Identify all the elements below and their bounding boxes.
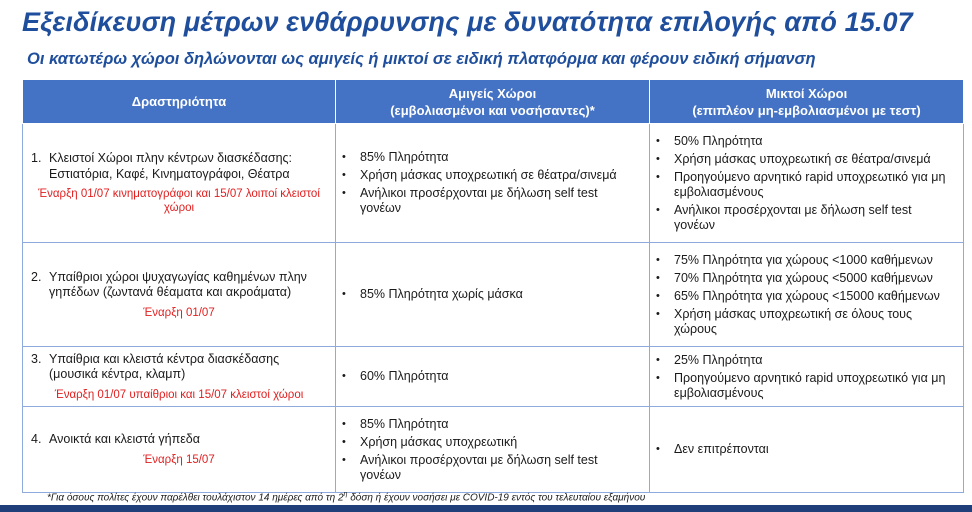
activity-cell bbox=[23, 347, 336, 407]
bullet-icon: • bbox=[656, 289, 660, 302]
start-date-note: Έναρξη 15/07 bbox=[143, 453, 215, 466]
header-mixed-subtitle: (επιπλέον μη-εμβολιασμένοι με τεστ) bbox=[692, 102, 921, 118]
list-item bbox=[342, 287, 641, 302]
list-item bbox=[656, 289, 955, 304]
bullet-icon: • bbox=[656, 307, 660, 320]
list-item-text: 85% Πληρότητα bbox=[360, 150, 449, 164]
list-item-text: 70% Πληρότητα για χώρους <5000 καθήμενων bbox=[674, 270, 933, 285]
list-item bbox=[656, 442, 955, 457]
list-item-text: 75% Πληρότητα για χώρους <1000 καθήμενων bbox=[674, 252, 933, 267]
bullet-icon: • bbox=[656, 152, 660, 165]
list-item-text: Δεν επιτρέπονται bbox=[674, 442, 769, 456]
list-item-text: Χρήση μάσκας υποχρεωτική bbox=[360, 434, 518, 449]
list-item bbox=[342, 453, 641, 483]
activity-number: 2. bbox=[31, 269, 42, 284]
activity-number: 1. bbox=[31, 151, 42, 165]
list-item bbox=[656, 253, 955, 268]
header-pure-title: Αμιγείς Χώροι bbox=[448, 85, 537, 101]
bottom-bar bbox=[0, 505, 972, 512]
table-row bbox=[23, 243, 964, 347]
mixed-spaces-cell bbox=[650, 243, 964, 347]
list-item-text: Ανήλικοι προσέρχονται με δήλωση self test γονέων bbox=[360, 186, 598, 215]
bullet-list bbox=[342, 287, 641, 302]
activity-line bbox=[31, 432, 327, 448]
list-item bbox=[342, 186, 641, 216]
bullet-list bbox=[342, 150, 641, 216]
bullet-icon: • bbox=[656, 271, 660, 284]
bullet-icon: • bbox=[656, 253, 660, 266]
list-item-text: 60% Πληρότητα bbox=[360, 369, 449, 383]
table-row bbox=[23, 124, 964, 243]
bullet-list bbox=[656, 134, 955, 233]
bullet-icon: • bbox=[656, 170, 660, 183]
list-item-text: 65% Πληρότητα για χώρους <15000 καθήμενων bbox=[674, 288, 940, 303]
list-item-text: 85% Πληρότητα χωρίς μάσκα bbox=[360, 287, 523, 301]
list-item bbox=[656, 134, 955, 149]
table-row bbox=[23, 347, 964, 407]
header-mixed-title: Μικτοί Χώροι bbox=[765, 85, 848, 101]
bullet-icon: • bbox=[656, 134, 660, 147]
footnote: *Για όσους πολίτες έχουν παρέλθει τουλάχιστον 14 ημέρες από τη $2^\eta$ δόση ή έχουν νοσήσει με COVID-19 εντός του τελευταίου εξαμήνου bbox=[47, 491, 646, 504]
table-header-row bbox=[23, 80, 964, 124]
list-item-text: Προηγούμενο αρνητικό rapid υποχρεωτικό για μη εμβολιασμένους bbox=[674, 169, 946, 199]
bullet-icon: • bbox=[656, 443, 660, 455]
mixed-spaces-cell bbox=[650, 124, 964, 243]
measures-table bbox=[22, 79, 964, 493]
activity-label: Υπαίθρια και κλειστά κέντρα διασκέδασης (μουσικά κέντρα, κλαμπ) bbox=[49, 351, 280, 381]
list-item-text: 85% Πληρότητα bbox=[360, 416, 449, 431]
activity-label: Κλειστοί Χώροι πλην κέντρων διασκέδασης: Εστιατόρια, Καφέ, Κινηματογράφοι, Θέατρα bbox=[49, 151, 293, 181]
header-activity: Δραστηριότητα bbox=[23, 80, 336, 124]
bullet-list bbox=[342, 417, 641, 483]
activity-label: Υπαίθριοι χώροι ψυχαγωγίας καθημένων πλην γηπέδων (ζωντανά θέαματα και ακροάματα) bbox=[49, 269, 307, 299]
table-row bbox=[23, 407, 964, 493]
activity-cell bbox=[23, 407, 336, 493]
activity-number: 3. bbox=[31, 351, 42, 366]
page-subtitle: Οι κατωτέρω χώροι δηλώνονται ως αμιγείς ή μικτοί σε ειδική πλατφόρμα και φέρουν ειδική σήμανση bbox=[27, 50, 816, 68]
activity-line bbox=[31, 151, 327, 182]
activity-label: Ανοικτά και κλειστά γήπεδα bbox=[49, 432, 200, 447]
list-item bbox=[342, 168, 641, 183]
bullet-icon: • bbox=[656, 203, 660, 216]
bullet-icon: • bbox=[342, 169, 346, 181]
bullet-list bbox=[656, 353, 955, 401]
bullet-icon: • bbox=[342, 151, 346, 163]
header-pure-subtitle: (εμβολιασμένοι και νοσήσαντες)* bbox=[390, 102, 595, 118]
list-item bbox=[342, 150, 641, 165]
list-item bbox=[656, 371, 955, 401]
bullet-list bbox=[342, 369, 641, 384]
activity-line bbox=[31, 352, 327, 383]
list-item bbox=[656, 271, 955, 286]
bullet-icon: • bbox=[342, 288, 346, 300]
page-title: Εξειδίκευση μέτρων ενθάρρυνσης με δυνατότητα επιλογής από 15.07 bbox=[22, 7, 913, 37]
activity-number: 4. bbox=[31, 432, 42, 447]
list-item bbox=[656, 203, 955, 233]
list-item-text: Προηγούμενο αρνητικό rapid υποχρεωτικό για μη εμβολιασμένους bbox=[674, 370, 946, 400]
header-pure-spaces bbox=[336, 80, 650, 124]
pure-spaces-cell bbox=[336, 124, 650, 243]
pure-spaces-cell bbox=[336, 407, 650, 493]
list-item bbox=[342, 435, 641, 450]
activity-cell bbox=[23, 124, 336, 243]
bullet-icon: • bbox=[342, 453, 346, 466]
list-item bbox=[342, 369, 641, 384]
list-item-text: 50% Πληρότητα bbox=[674, 133, 763, 148]
activity-cell bbox=[23, 243, 336, 347]
list-item bbox=[656, 152, 955, 167]
bullet-icon: • bbox=[342, 187, 346, 199]
start-date-note: Έναρξη 01/07 υπαίθριοι και 15/07 κλειστοί χώροι bbox=[54, 388, 304, 401]
list-item-text: Χρήση μάσκας υποχρεωτική σε όλους τους χώρους bbox=[674, 306, 913, 336]
list-item bbox=[656, 307, 955, 337]
start-date-note: Έναρξη 01/07 κινηματογράφοι και 15/07 λοιποί κλειστοί χώροι bbox=[38, 188, 320, 214]
bullet-icon: • bbox=[342, 370, 346, 382]
bullet-icon: • bbox=[656, 353, 660, 366]
header-mixed-spaces bbox=[650, 80, 964, 124]
bullet-icon: • bbox=[342, 435, 346, 448]
list-item bbox=[656, 170, 955, 200]
mixed-spaces-cell bbox=[650, 347, 964, 407]
list-item-text: 25% Πληρότητα bbox=[674, 352, 763, 367]
pure-spaces-cell bbox=[336, 347, 650, 407]
pure-spaces-cell bbox=[336, 243, 650, 347]
bullet-list bbox=[656, 442, 955, 457]
list-item-text: Ανήλικοι προσέρχονται με δήλωση self test γονέων bbox=[674, 202, 912, 232]
list-item-text: Χρήση μάσκας υποχρεωτική σε θέατρα/σινεμά bbox=[674, 151, 931, 166]
activity-line bbox=[31, 270, 327, 301]
mixed-spaces-cell bbox=[650, 407, 964, 493]
list-item bbox=[342, 417, 641, 432]
bullet-icon: • bbox=[656, 371, 660, 384]
bullet-list bbox=[656, 253, 955, 337]
start-date-note: Έναρξη 01/07 bbox=[143, 306, 215, 319]
list-item-text: Ανήλικοι προσέρχονται με δήλωση self test γονέων bbox=[360, 452, 598, 482]
bullet-icon: • bbox=[342, 417, 346, 430]
list-item bbox=[656, 353, 955, 368]
list-item-text: Χρήση μάσκας υποχρεωτική σε θέατρα/σινεμά bbox=[360, 168, 617, 182]
